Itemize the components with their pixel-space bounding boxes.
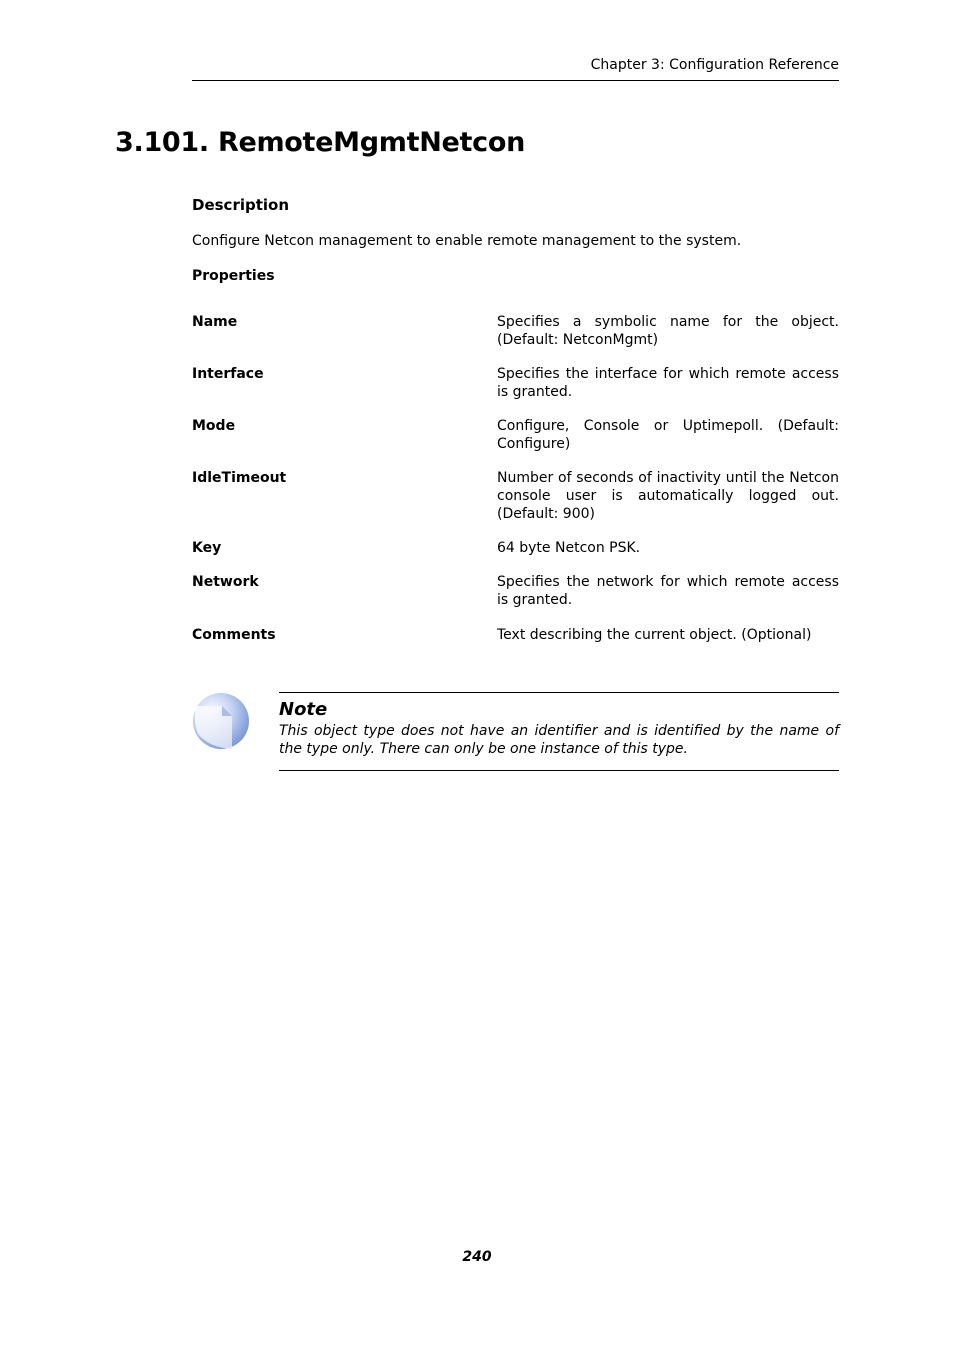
note-text: This object type does not have an identifier and is identified by the name of the type only. There can only be one instance of this type. — [279, 723, 839, 757]
running-header — [192, 55, 839, 81]
property-description: Number of seconds of inactivity until the Netcon console user is automatically logged out. (Default: 900) — [497, 470, 839, 522]
description-text: Configure Netcon management to enable remote management to the system. — [192, 233, 742, 249]
property-name: IdleTimeout — [192, 470, 287, 486]
property-name: Key — [192, 540, 222, 556]
note-title: Note — [279, 699, 328, 720]
note-box — [279, 692, 839, 771]
section-title: 3.101. RemoteMgmtNetcon — [115, 127, 525, 158]
property-description: Specifies the interface for which remote access is granted. — [497, 366, 839, 400]
chapter-title: Chapter 3: Configuration Reference — [590, 57, 839, 73]
description-heading: Description — [192, 196, 290, 214]
page-number: 240 — [462, 1249, 492, 1265]
properties-heading: Properties — [192, 268, 275, 284]
property-name: Name — [192, 314, 238, 330]
property-description: Text describing the current object. (Optional) — [497, 627, 812, 643]
property-name: Interface — [192, 366, 264, 382]
property-name: Comments — [192, 627, 276, 643]
property-description: Specifies a symbolic name for the object. (Default: NetconMgmt) — [497, 314, 839, 348]
note-icon — [192, 692, 250, 750]
property-name: Mode — [192, 418, 236, 434]
property-description: Configure, Console or Uptimepoll. (Default: Configure) — [497, 418, 839, 452]
property-name: Network — [192, 574, 259, 590]
property-description: 64 byte Netcon PSK. — [497, 540, 641, 556]
property-description: Specifies the network for which remote access is granted. — [497, 574, 839, 608]
